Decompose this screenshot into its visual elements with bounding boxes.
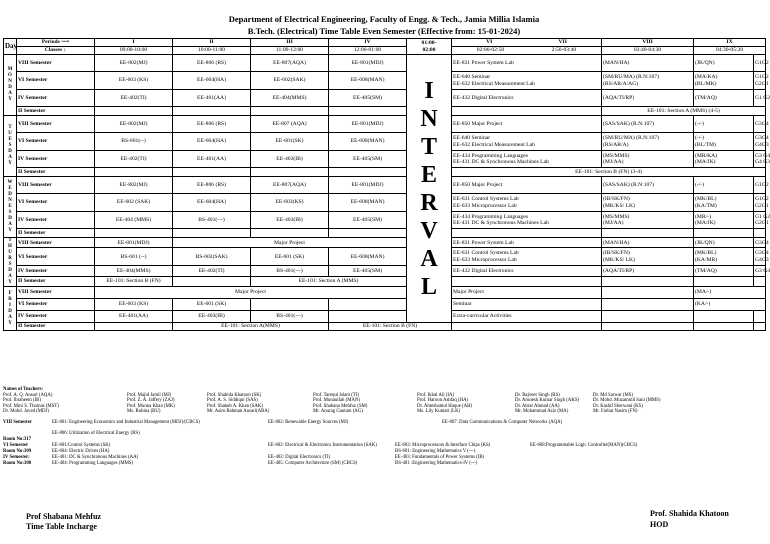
class-cell: BS-601(--) xyxy=(95,133,173,151)
class-cell: EE-604(HA) xyxy=(173,72,251,90)
period-1-time: 09:00-10:00 xyxy=(95,47,173,55)
class-cell: EE-801(MDJ) xyxy=(95,238,173,248)
class-cell: EE-101: Section A (MMS) (4-5) xyxy=(602,107,766,116)
lab-group: G1 G2 xyxy=(754,90,766,107)
class-cell: EE-802(MJ) xyxy=(95,177,173,194)
class-cell: EE-404(MMS) xyxy=(95,266,173,276)
class-cell: EE-101: Section B (FN) xyxy=(95,276,173,286)
day-monday: M O N D A Y xyxy=(4,55,17,116)
page-subtitle: B.Tech. (Electrical) Time Table Even Semester (Effective from: 15-01-2024) xyxy=(247,26,521,36)
lab-group: G1G2 G2G1 xyxy=(754,72,766,90)
class-cell: EE-608(MAN) xyxy=(329,248,407,266)
class-cell: EE-601 (SK) xyxy=(251,248,329,266)
lab-cell: EE-631 Control Systems Lab EE-633 Microprocessor Lab xyxy=(452,248,602,266)
class-cell: EE-807 (AQA) xyxy=(251,116,329,133)
class-cell: EE-101: Section A(MMS) xyxy=(173,323,329,331)
class-cell: EE-807(AQA) xyxy=(251,55,329,72)
semester-label: II Semester xyxy=(17,229,95,238)
lab-teachers: (JK/QN) xyxy=(694,55,754,72)
class-cell: Major Project xyxy=(173,238,407,248)
class-cell: EE-405(SM) xyxy=(329,212,407,229)
page-title: Department of Electrical Engineering, Faculty of Engg. & Tech., Jamia Millia Islamia xyxy=(228,14,540,24)
classes-header: Classes ↓ xyxy=(17,47,95,55)
day-wednesday: W E D N E S D A Y xyxy=(4,177,17,238)
lab-teachers: (KA/-) xyxy=(694,299,766,311)
lab-group: G1G2 G2G1 xyxy=(754,194,766,212)
semester-label: VI Semester xyxy=(17,248,95,266)
class-cell: EE-601 (SK) xyxy=(173,299,251,311)
interval-column: I N T E R V A L xyxy=(407,55,452,323)
period-9-time: 04:30-05:20 xyxy=(694,47,766,55)
period-9: IX xyxy=(694,39,766,47)
class-cell: EE-603(KS) xyxy=(251,194,329,212)
signature-right-name: Prof. Shahida Khatoon xyxy=(650,509,729,518)
semester-label: II Semester xyxy=(17,276,95,286)
semester-label: VI Semester xyxy=(17,133,95,151)
class-cell: EE-401(AA) xyxy=(173,90,251,107)
lab-cell: EE-432 Digital Electronics xyxy=(452,266,602,276)
class-cell: EE-802(MJ) xyxy=(95,116,173,133)
teachers-title: Names of Teachers: xyxy=(3,387,43,392)
lab-teachers: (MR/-) (MA/JK) xyxy=(694,212,754,229)
period-2-time: 10:00-11:00 xyxy=(173,47,251,55)
lab-teachers: (-/-) (BL/TM) xyxy=(694,133,754,151)
lab-cell: EE-434 Programming Languages EE-431 DC & Synchronous Machines Lab xyxy=(452,212,602,229)
semester-label: VIII Semester xyxy=(17,287,95,299)
class-cell: EE-101: Section B (FN) xyxy=(329,323,452,331)
semester-label: VIII Semester xyxy=(17,238,95,248)
class-cell: BS-602(SAK) xyxy=(173,248,251,266)
class-cell: EE-604(HA) xyxy=(173,133,251,151)
class-cell: EE-601(SK) xyxy=(251,133,329,151)
class-cell: EE-604(HA) xyxy=(173,194,251,212)
lab-cell: EE-850 Major Project xyxy=(452,116,602,133)
lab-group: G1G2 xyxy=(754,177,766,194)
class-cell: EE-402(TI) xyxy=(95,151,173,168)
lab-teachers: (MS/MMS) (MJ/AA) xyxy=(602,212,694,229)
class-cell: EE-802(MJ) xyxy=(95,55,173,72)
semester-label: II Semester xyxy=(17,107,95,116)
semester-label: VI Semester xyxy=(17,194,95,212)
lab-cell: EE-831 Power System Lab xyxy=(452,55,602,72)
lab-teachers: (MA/KA) (BL/MK) xyxy=(694,72,754,90)
class-cell: Major Project xyxy=(95,287,407,299)
period-6-time: 02:00-02:50 xyxy=(476,47,505,54)
class-cell: BS-401(---) xyxy=(251,311,329,323)
lab-teachers: (SAS/SAK) (R.N:107) xyxy=(602,116,694,133)
period-7-time: 2:50-03:40 xyxy=(551,47,577,54)
lab-group: G1G2 xyxy=(754,55,766,72)
lab-teachers: (IB/SK/FN) (MK/KS/ LK) xyxy=(602,194,694,212)
day-thursday: T H U R S D A Y xyxy=(4,238,17,287)
class-cell: EE-405(SM) xyxy=(329,151,407,168)
lab-teachers: (MAN/HA) xyxy=(602,55,694,72)
class-cell: EE-801(MDJ) xyxy=(329,55,407,72)
class-cell: BS-401(---) xyxy=(251,266,329,276)
class-cell: EE-404 (MMS) xyxy=(95,212,173,229)
semester-label: IV Semester xyxy=(17,151,95,168)
class-cell: EE-806 (RS) xyxy=(173,55,251,72)
day-header: Day xyxy=(4,39,17,55)
lab-cell: EE-432 Digital Electronics xyxy=(452,90,602,107)
semester-label: IV Semester xyxy=(17,90,95,107)
lab-cell: EE-434 Programming Languages EE-431 DC & Synchronous Machines Lab xyxy=(452,151,602,168)
period-6: VI xyxy=(486,39,493,46)
lab-teachers: (MAN/HA) xyxy=(602,238,694,248)
class-cell: EE-806 (RS) xyxy=(173,116,251,133)
signature-left-name: Prof Shabana Mehfuz xyxy=(26,512,101,521)
lab-teachers: (SM/RU/MA) (R.N:107) (RS/AR/A/AG) xyxy=(602,72,694,90)
lab-group: G3G4 xyxy=(754,238,766,248)
class-cell: EE-101: Section A (MMS) xyxy=(251,276,407,286)
class-cell: EE-402(TI) xyxy=(173,266,251,276)
lab-teachers: (IB/SK/FN) (MK/KS/ LK) xyxy=(602,248,694,266)
lab-teachers: (JK/QN) xyxy=(694,238,754,248)
lab-teachers: (AQA/TI/RP) xyxy=(602,90,694,107)
class-cell: EE-101: Section B (FN) (3-4) xyxy=(452,168,766,177)
lab-cell: EE-640 Seminar EE-632 Electrical Measurement Lab xyxy=(452,72,602,90)
lab-group: G3 G4 xyxy=(754,266,766,276)
semester-label: VIII Semester xyxy=(17,177,95,194)
class-cell: EE-402(TI) xyxy=(95,90,173,107)
class-cell: EE-603 (KS) xyxy=(95,299,173,311)
class-cell: EE-608(MAN) xyxy=(329,72,407,90)
lab-teachers: (-/-) xyxy=(694,116,754,133)
semester-label: IV Semester xyxy=(17,311,95,323)
lab-teachers: (MS/MMS) (MJ/AA) xyxy=(602,151,694,168)
lab-teachers: (MR/KA) (MA/JK) xyxy=(694,151,754,168)
period-3: III xyxy=(251,39,329,47)
period-8-time: 03:40-04:30 xyxy=(602,47,694,55)
class-cell: EE-801(MDJ) xyxy=(329,116,407,133)
class-cell: EE-801(MDJ) xyxy=(329,177,407,194)
period-8: VIII xyxy=(602,39,694,47)
semester-label: IV Semester xyxy=(17,212,95,229)
lab-teachers: (SAS/SAK) (R.N:107) xyxy=(602,177,694,194)
period-4-time: 12:00-01:00 xyxy=(329,47,407,55)
semester-label: IV Semester xyxy=(17,266,95,276)
lab-group: G3G4 G4G3 xyxy=(754,133,766,151)
class-cell: EE-806 (RS) xyxy=(173,177,251,194)
semester-label: VI Semester xyxy=(17,299,95,311)
lab-teachers: (MK/BL) (KA/TM) xyxy=(694,194,754,212)
period-3-time: 11:00-12:00 xyxy=(251,47,329,55)
lab-teachers: (MA/-) xyxy=(694,287,766,299)
lab-group: G3G4 xyxy=(754,116,766,133)
class-cell: BS-601 (--) xyxy=(95,248,173,266)
class-cell: EE-403(IB) xyxy=(173,311,251,323)
class-cell: EE-403(IB) xyxy=(251,151,329,168)
lab-cell: Extra-curricular Activities xyxy=(452,311,602,323)
interval-time: 01:00- 02:00 xyxy=(407,39,452,55)
lab-cell: Seminar xyxy=(452,299,602,311)
period-1: I xyxy=(95,39,173,47)
lab-cell: EE-631 Control Systems Lab EE-633 Microprocessor Lab xyxy=(452,194,602,212)
semester-label: II Semester xyxy=(17,168,95,177)
day-tuesday: T U E S D A Y xyxy=(4,116,17,177)
semester-label: II Semester xyxy=(17,323,95,331)
class-cell: EE-405(SM) xyxy=(329,90,407,107)
class-cell: EE-602 (SAK) xyxy=(95,194,173,212)
class-cell: EE-404(MMS) xyxy=(251,90,329,107)
class-cell: EE-608(MAN) xyxy=(329,133,407,151)
class-cell: EE-603 (KS) xyxy=(95,72,173,90)
semester-label: VIII Semester xyxy=(17,116,95,133)
semester-label: VI Semester xyxy=(17,72,95,90)
class-cell: EE-401(AA) xyxy=(173,151,251,168)
semester-label: VIII Semester xyxy=(17,55,95,72)
signature-right-role: HOD xyxy=(650,520,669,529)
class-cell: EE-807(AQA) xyxy=(251,177,329,194)
class-cell: EE-405(SM) xyxy=(329,266,407,276)
period-7: VII xyxy=(558,39,567,46)
periods-header: Periods ⟶ xyxy=(17,39,95,47)
lab-teachers: (TM/AQ) xyxy=(694,90,754,107)
period-2: II xyxy=(173,39,251,47)
lab-teachers: (SM/RU/MA) (R.N:107) (RS/AR/A) xyxy=(602,133,694,151)
lab-teachers: (TM/AQ) xyxy=(694,266,754,276)
class-cell: EE-608(MAN) xyxy=(329,194,407,212)
teacher-list: Names of Teachers: Prof. A. Q. Ansari (AQA) Prof. Majid Jamil (MJ) Prof. Shahida Khatoon (SK) Prof. Tarequl Islam (TI) Prof. Ikbal Ali (IA) Dr. Rajveer Singh (RS) Dr. Md Sarwar (MS) Prof. Ibraheem (IB) Prof. Z. A. Jaffery (ZAJ) Prof. A. S. Siddiqui (SAS) Prof. Munauilah (MAN) Prof. Haroon Ashfaq (HA) Dr. Arunesh Kumar Singh (AKS) Dr. Mohd. Muzammil Sani (MMS) Prof. Mini S. Thomas (MST) Prof. Munna Khan (MK) Prof. Shakeb A. Khan (SAK) Prof. Shabana Mehfuz (SM) Dr. Ahteshamul Haque (AH) Dr. Abrar Ahmad (AA) Dr. Kashif Sherwani (KS) Dr. Mohd. Javed (MDJ) Ms. Rubina (RU) Mr. Asim Rahman Ansari(ARA) Mr. Anurag Gautam (AG) Ms. Lily Kumari (LK) Mr. Mohammad Aziz (MA) Mr. Farhat Nasim (FN) xyxy=(3,387,765,415)
lab-teachers: (AQA/TI/RP) xyxy=(602,266,694,276)
lab-group: G3 G4 G4 G3 xyxy=(754,151,766,168)
class-cell: EE-403(IB) xyxy=(251,212,329,229)
lab-cell: EE-640 Seminar EE-632 Electrical Measurement Lab xyxy=(452,133,602,151)
period-4: IV xyxy=(329,39,407,47)
lab-cell: EE-850 Major Project xyxy=(452,177,602,194)
lab-teachers: (MK/BL) (KA/MR) xyxy=(694,248,754,266)
day-friday: F R I D A Y xyxy=(4,287,17,331)
timetable xyxy=(3,38,770,331)
class-cell: EE-602(SAK) xyxy=(251,72,329,90)
class-cell: EE-401(AA) xyxy=(95,311,173,323)
lab-cell: Major Project xyxy=(452,287,602,299)
lab-group: G3G4 G4G3 xyxy=(754,248,766,266)
signature-left-role: Time Table Incharge xyxy=(26,522,97,531)
lab-group: G1 G2 G2G1 xyxy=(754,212,766,229)
lab-teachers: (-/-) xyxy=(694,177,754,194)
lab-cell: EE-831 Power System Lab xyxy=(452,238,602,248)
class-cell: BS-401(---) xyxy=(173,212,251,229)
